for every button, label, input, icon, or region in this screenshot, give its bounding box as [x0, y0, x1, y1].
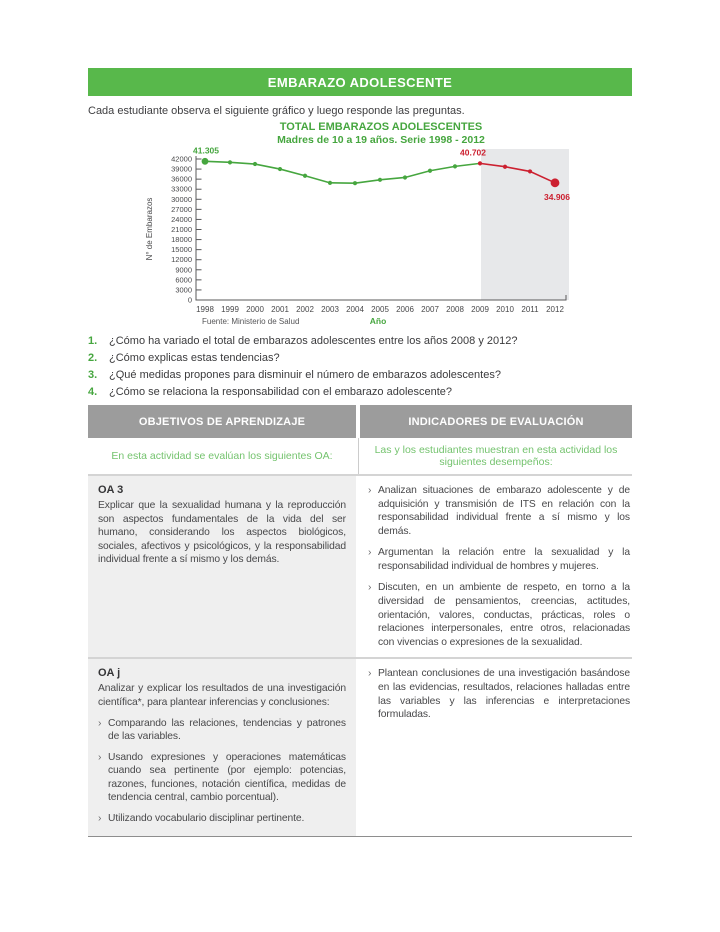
evaluation-table [88, 405, 632, 837]
y-tick-label: 6000 [175, 275, 192, 285]
data-point-2000 [253, 162, 257, 166]
x-tick-label: 2012 [546, 305, 564, 314]
y-tick-label: 18000 [171, 235, 192, 245]
bullet-marker: › [368, 668, 372, 680]
bullet-text: Utilizando vocabulario disciplinar pertinente. [108, 812, 305, 824]
y-tick-label: 36000 [171, 174, 192, 184]
oaj-indicators-cell [360, 659, 632, 835]
data-point-2009 [478, 161, 482, 165]
oaj-cell [88, 659, 356, 835]
y-tick-label: 9000 [175, 265, 192, 275]
question-number: 3. [88, 369, 98, 381]
header-cell-indicadores [360, 405, 632, 438]
oa3-description: Explicar que la sexualidad humana y la reproducción son aspectos fundamentales de la vida del ser humano, considerando los aspectos biológicos, sociales, afectivos y psicológicos, y la responsabilidad individual frente a sí mismo y los demás. [98, 500, 346, 566]
bullet-item [98, 812, 346, 826]
x-tick-label: 2009 [471, 305, 489, 314]
x-tick-label: 2000 [246, 305, 264, 314]
x-tick-label: 2006 [396, 305, 414, 314]
chart-container [138, 119, 600, 329]
bullet-text: Argumentan la relación entre la sexualidad y la responsabilidad individual de hombres y mujeres. [378, 547, 630, 572]
x-tick-label: 2007 [421, 305, 439, 314]
x-tick-label: 2005 [371, 305, 389, 314]
data-point-2004 [353, 181, 357, 185]
bullet-marker: › [368, 582, 372, 594]
question-text: ¿Qué medidas propones para disminuir el número de embarazos adolescentes? [109, 369, 501, 381]
oaj-description: Analizar y explicar los resultados de una investigación científica*, para plantear inferencias y conclusiones: [98, 683, 346, 708]
bullet-item [368, 667, 630, 721]
y-tick-label: 42000 [171, 154, 192, 164]
x-axis-label: Año [369, 316, 387, 326]
y-tick-label: 15000 [171, 245, 192, 255]
question-row [88, 384, 632, 401]
table-header-row [88, 405, 632, 438]
annotation-2012: 34.906 [544, 191, 570, 202]
data-point-2008 [453, 164, 457, 168]
data-point-2005 [378, 178, 382, 182]
bullet-marker: › [98, 812, 102, 824]
x-tick-label: 2004 [346, 305, 364, 314]
data-point-2003 [328, 181, 332, 185]
table-intro-row [88, 438, 632, 476]
highlight-band [481, 149, 569, 300]
bullet-item [368, 484, 630, 538]
bullet-item [368, 546, 630, 573]
oaj-code: OA j [98, 667, 121, 680]
x-tick-label: 2001 [271, 305, 289, 314]
series-green-line [205, 161, 480, 183]
y-axis-label: N° de Embarazos [145, 197, 154, 261]
data-point-2012 [551, 178, 560, 187]
chart-title: TOTAL EMBARAZOS ADOLESCENTES [279, 121, 483, 133]
bullet-text: Plantean conclusiones de una investigación basándose en las evidencias, resultados, relaciones halladas entre las variables y las inferencias e interpretaciones formuladas. [378, 668, 630, 721]
bullet-marker: › [98, 751, 102, 763]
bullet-text: Discuten, en un ambiente de respeto, en torno a la diversidad de pensamientos, creencias, actitudes, orientación, valores, conductas, prácticas, roles o relaciones interpersonales, entre otros, relacionadas con vivencias o expresiones de la sexualidad. [378, 582, 630, 648]
chart-source: Fuente: Ministerio de Salud [202, 317, 300, 326]
bullet-item [368, 581, 630, 649]
chart-subtitle: Madres de 10 a 19 años. Serie 1998 - 2012 [277, 134, 485, 146]
question-number: 4. [88, 386, 98, 398]
oa3-indicators [368, 484, 630, 649]
questions-list [88, 333, 632, 401]
page-title: EMBARAZO ADOLESCENTE [267, 74, 453, 90]
y-tick-label: 12000 [171, 255, 192, 265]
bullet-item [98, 751, 346, 805]
question-row [88, 333, 632, 350]
table-row-oaj [88, 659, 632, 835]
oaj-indicators [368, 667, 630, 721]
data-point-2007 [428, 169, 432, 173]
data-point-1998 [202, 158, 209, 165]
intro-cell-right: Las y los estudiantes muestran en esta actividad los siguientes desempeños: [374, 444, 618, 468]
intro-text: Cada estudiante observa el siguiente gráfico y luego responde las preguntas. [88, 105, 465, 117]
oa3-indicators-cell [360, 476, 632, 657]
intro-cell-left: En esta actividad se evalúan los siguientes OA: [111, 450, 333, 462]
x-tick-label: 2010 [496, 305, 514, 314]
header-objetivos-label: OBJETIVOS DE APRENDIZAJE [138, 415, 306, 428]
x-tick-label: 2011 [521, 305, 539, 314]
y-tick-label: 21000 [171, 225, 192, 234]
y-tick-label: 33000 [171, 184, 192, 194]
oa3-code: OA 3 [98, 484, 124, 496]
y-tick-label: 3000 [175, 285, 192, 295]
bullet-text: Comparando las relaciones, tendencias y patrones de las variables. [108, 717, 346, 743]
x-tick-label: 2008 [446, 305, 464, 314]
annotation-2009: 40.702 [460, 147, 486, 158]
page-content [88, 68, 632, 837]
question-number: 1. [88, 335, 98, 347]
question-number: 2. [88, 352, 98, 364]
data-point-2002 [303, 174, 307, 178]
question-text: ¿Cómo explicas estas tendencias? [109, 352, 280, 364]
data-point-1999 [228, 160, 232, 164]
annotation-1998: 41.305 [193, 145, 219, 156]
bullet-marker: › [368, 547, 372, 559]
question-text: ¿Cómo se relaciona la responsabilidad con el embarazo adolescente? [109, 386, 453, 398]
embarazos-line-chart [138, 119, 600, 329]
question-row [88, 367, 632, 384]
header-indicadores-label: INDICADORES DE EVALUACIÓN [408, 415, 584, 428]
data-point-2011 [528, 169, 532, 173]
x-tick-label: 2003 [321, 305, 339, 314]
bullet-marker: › [98, 717, 102, 729]
question-row [88, 350, 632, 367]
bullet-text: Usando expresiones y operaciones matemáticas cuando sea pertinente (por ejemplo: potencias, razones, funciones, notación científica, medidas de tendencia central, cambio porcentual). [108, 751, 346, 804]
x-tick-label: 1998 [196, 305, 214, 314]
y-tick-label: 0 [187, 295, 192, 305]
bullet-item [98, 717, 346, 744]
bullet-marker: › [368, 485, 372, 496]
header-cell-objetivos [88, 405, 356, 438]
oa3-cell [88, 476, 356, 657]
page-title-bar [88, 68, 632, 96]
question-text: ¿Cómo ha variado el total de embarazos adolescentes entre los años 2008 y 2012? [109, 335, 518, 347]
y-tick-label: 39000 [171, 164, 192, 174]
x-tick-label: 2002 [296, 305, 314, 314]
oaj-bullets [98, 717, 346, 826]
table-row-oa3 [88, 476, 632, 659]
y-tick-label: 24000 [171, 214, 192, 224]
bullet-text: Analizan situaciones de embarazo adolescente y de adquisición y transmisión de ITS en relación con la responsabilidad individual frente a sí mismo y los demás. [378, 485, 630, 537]
data-point-2001 [278, 167, 282, 171]
y-tick-label: 30000 [171, 194, 192, 204]
x-tick-label: 1999 [221, 305, 239, 314]
data-point-2010 [503, 165, 507, 169]
y-tick-label: 27000 [171, 204, 192, 214]
data-point-2006 [403, 175, 407, 179]
